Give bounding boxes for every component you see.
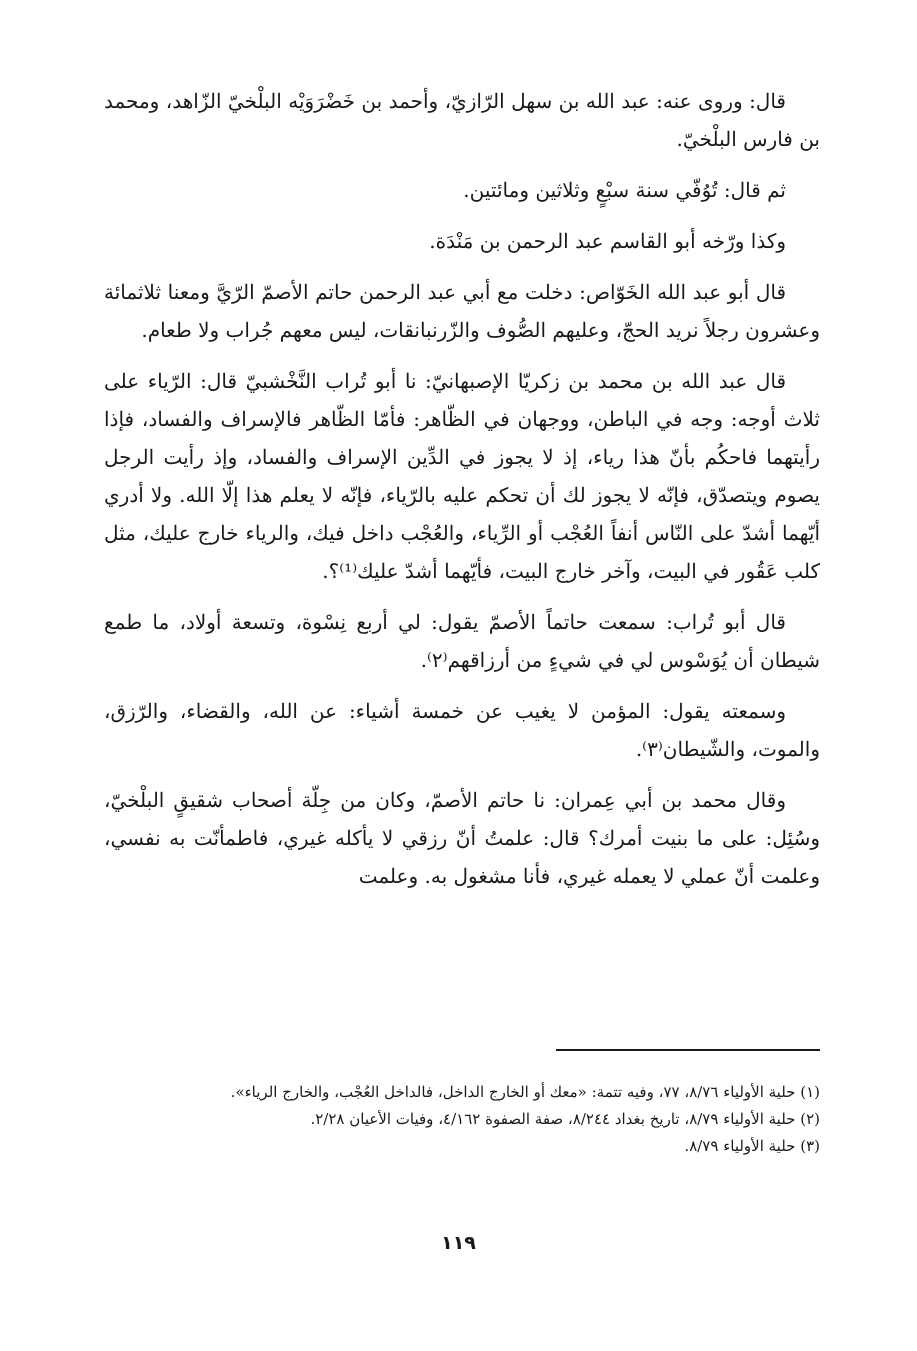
paragraph-2: ثم قال: تُوُفّي سنة سبْعٍ وثلاثين ومائتين. — [463, 178, 786, 202]
paragraph-7: وسمعته يقول: المؤمن لا يغيب عن خمسة أشياء: عن الله، والقضاء، والرّزق، والموت، والشّيطان⁽٣⁾. — [104, 699, 820, 761]
main-text-body — [104, 82, 820, 908]
footnote-1: (١) حلية الأولياء ٨/٧٦، ٧٧، وفيه تتمة: «معك أو الخارج الداخل، فالداخل العُجْب، والخارج الرياء». — [230, 1083, 820, 1101]
footnote-divider — [556, 1049, 820, 1051]
paragraph-3: وكذا ورّخه أبو القاسم عبد الرحمن بن مَنْدَة. — [429, 229, 786, 253]
paragraph-6: قال أبو تُراب: سمعت حاتماً الأصمّ يقول: لي أربع نِسْوة، وتسعة أولاد، ما طمع شيطان أن يُوَسْوس لي في شيءٍ من أرزاقهم⁽٢⁾. — [104, 610, 820, 672]
footnote-3: (٣) حلية الأولياء ٨/٧٩. — [684, 1137, 820, 1155]
paragraph-5: قال عبد الله بن محمد بن زكريّا الإصبهانيّ: نا أبو تُراب النَّخْشبيّ قال: الرّياء على ثلاث أوجه: وجه في الباطن، ووجهان في الظّاهر: فأمّا الظّاهر فالإسراف والفساد، فإذا رأيتهما فاحكُم بأنّ هذا رياء، إذ لا يجوز في الدِّين الإسراف والفساد، وإذ رأيت الرجل يصوم ويتصدّق، فإنّه لا يجوز لك أن تحكم عليه بالرّياء، فإنّه لا يعلم هذا إلّا الله. ولا أدري أيّهما أشدّ على النّاس أنفاً العُجْب أو الرِّياء، والعُجْب داخل فيك، والرياء خارج عليك، مثل كلب عَقُور في البيت، وآخر خارج البيت، فأيّهما أشدّ عليك⁽¹⁾؟. — [104, 369, 820, 583]
paragraph-8: وقال محمد بن أبي عِمران: نا حاتم الأصمّ، وكان من جِلّة أصحاب شقيقٍ البلْخيّ، وسُئِل: على ما بنيت أمرك؟ قال: علمتُ أنّ رزقي لا يأكله غيري، فاطمأنّت به نفسي، وعلمت أنّ عملي لا يعمله غيري، فأنا مشغول به. وعلمت — [104, 788, 820, 888]
page-number: ١١٩ — [441, 1232, 476, 1254]
footnotes-section — [104, 1080, 820, 1161]
footnote-2: (٢) حلية الأولياء ٨/٧٩، تاريخ بغداد ٨/٢٤٤، صفة الصفوة ٤/١٦٢، وفيات الأعيان ٢/٢٨. — [310, 1110, 820, 1128]
paragraph-4: قال أبو عبد الله الخَوّاص: دخلت مع أبي عبد الرحمن حاتم الأصمّ الرّيَّ ومعنا ثلاثمائة وعشرون رجلاً نريد الحجّ، وعليهم الصُّوف والزّرنبانقات، ليس معهم جُراب ولا طعام. — [104, 280, 820, 342]
paragraph-1: قال: وروى عنه: عبد الله بن سهل الرّازيّ، وأحمد بن خَضْرَوَيْه البلْخيّ الزّاهد، ومحمد بن فارس البلْخيّ. — [104, 89, 820, 151]
